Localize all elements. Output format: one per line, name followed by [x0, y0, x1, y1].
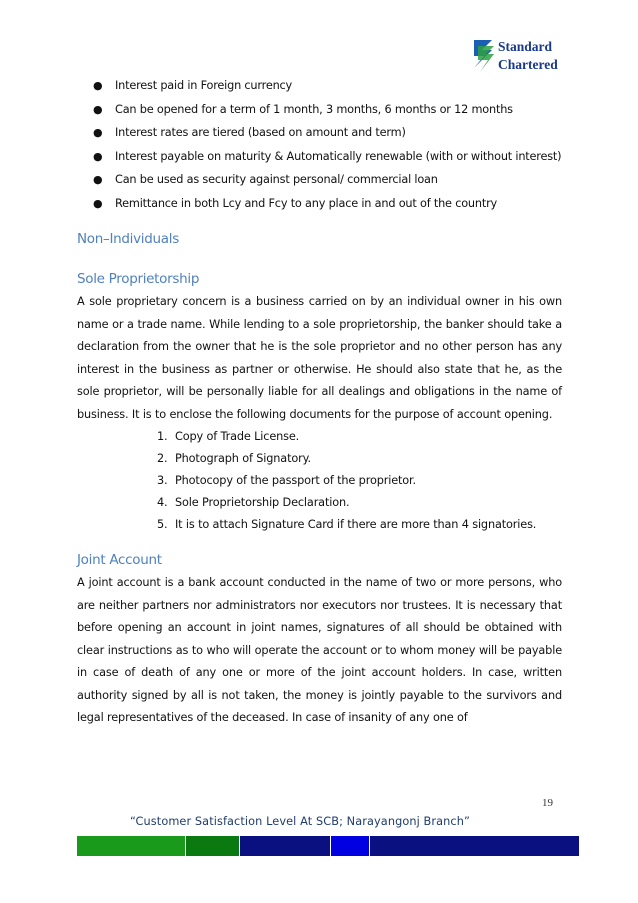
- bullet-icon: ●: [93, 173, 103, 186]
- bullet-icon: ●: [93, 126, 103, 139]
- list-item: ● Interest paid in Foreign currency: [77, 74, 562, 98]
- heading-non-individuals: Non–Individuals: [77, 231, 179, 247]
- footer-bar-blue: [331, 836, 369, 856]
- bullet-icon: ●: [93, 79, 103, 92]
- page-number: 19: [542, 797, 553, 809]
- sole-proprietorship-paragraph: A sole proprietary concern is a business carried on by an individual owner in his own name or a trade name. While lending to a sole proprietorship, the banker should take a declaration from the owner that he is the sole proprietor and no other person has any interest in the business as partner or otherwise. He should also state that he, as the sole proprietor, will be personally liable for all dealings and obligations in the name of business. It is to enclose the following documents for the purpose of account opening.: [77, 295, 562, 421]
- document-list: [77, 426, 562, 536]
- footer-bar-navy-wide: [370, 836, 579, 856]
- list-item: ● Interest payable on maturity & Automatically renewable (with or without interest): [77, 145, 562, 169]
- list-item: ● Remittance in both Lcy and Fcy to any place in and out of the country: [77, 192, 562, 216]
- footer-tagline: “Customer Satisfaction Level At SCB; Narayangonj Branch”: [130, 815, 470, 828]
- feature-bullet-list: [77, 74, 562, 215]
- logo-text: [498, 38, 558, 74]
- list-item: 5. It is to attach Signature Card if there are more than 4 signatories.: [157, 518, 537, 531]
- bullet-icon: ●: [93, 102, 103, 116]
- bullet-icon: ●: [93, 196, 103, 210]
- footer-bar-navy: [240, 836, 330, 856]
- list-item: ● Interest rates are tiered (based on amount and term): [77, 121, 562, 145]
- list-item: 4. Sole Proprietorship Declaration.: [157, 496, 350, 509]
- heading-joint-account: Joint Account: [77, 552, 162, 568]
- list-item: 1. Copy of Trade License.: [157, 430, 300, 443]
- joint-account-paragraph: A joint account is a bank account conducted in the name of two or more persons, who are neither partners nor administrators nor executors nor trustees. It is necessary that before opening an account in joint names, signatures of all should be obtained with clear instructions as to who will operate the account or to whom money will be payable in case of death of any one or more of the joint account holders. In case, written authority signed by all is not taken, the money is jointly payable to the survivors and legal representatives of the deceased. In case of insanity of any one of: [77, 576, 562, 724]
- logo-line-chartered: Chartered: [498, 57, 558, 72]
- list-item: 2. Photograph of Signatory.: [157, 452, 311, 465]
- page-content: [77, 74, 562, 730]
- list-item: ● Can be opened for a term of 1 month, 3 months, 6 months or 12 months: [77, 98, 562, 122]
- list-item: ● Can be used as security against personal/ commercial loan: [77, 168, 562, 192]
- bullet-icon: ●: [93, 149, 103, 163]
- list-item: 3. Photocopy of the passport of the proprietor.: [157, 474, 416, 487]
- footer-bar-green: [77, 836, 185, 856]
- heading-sole-proprietorship: Sole Proprietorship: [77, 271, 200, 287]
- logo-line-standard: Standard: [498, 39, 553, 54]
- footer-bar-dark-green: [186, 836, 239, 856]
